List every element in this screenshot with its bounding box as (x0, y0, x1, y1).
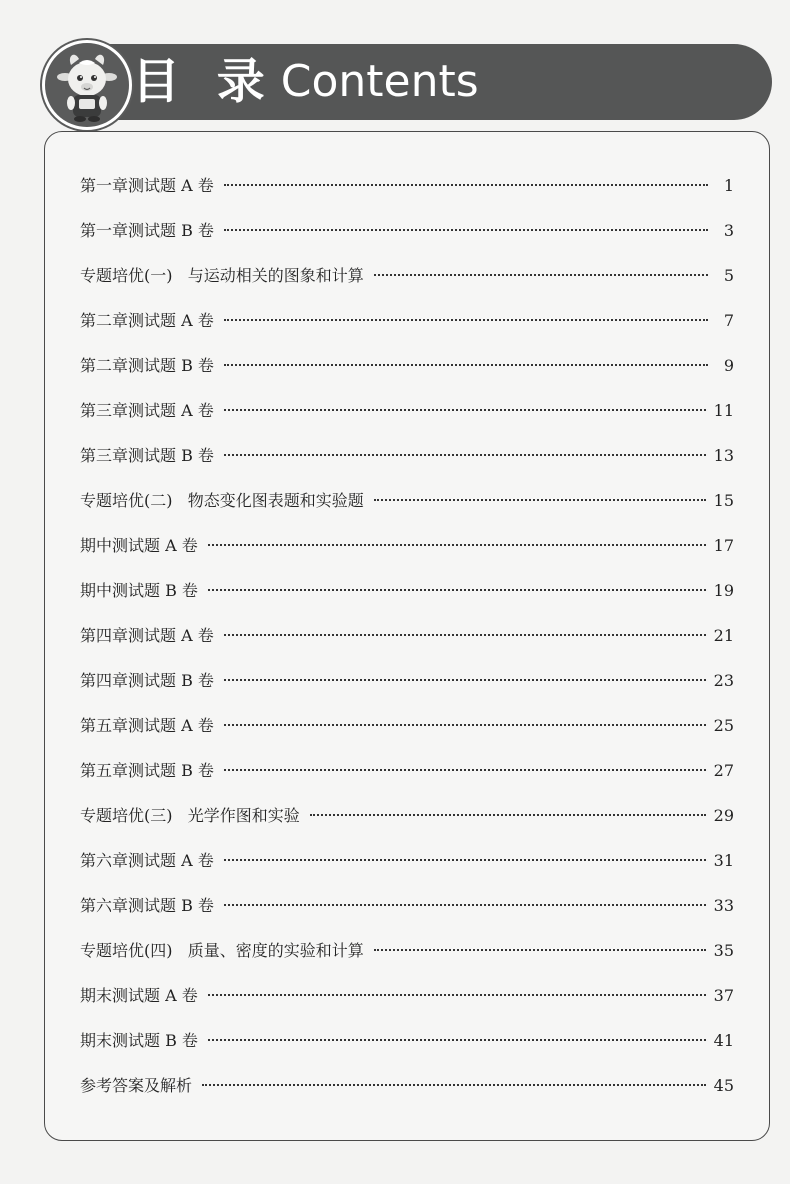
toc-entry[interactable] (80, 665, 734, 710)
toc-entry-page-number: 19 (713, 581, 734, 600)
toc-entry[interactable] (80, 845, 734, 890)
toc-entry[interactable] (80, 800, 734, 845)
toc-entry[interactable] (80, 980, 734, 1025)
toc-entry-title: 期末测试题 A 卷 (80, 986, 198, 1005)
toc-dot-leader (208, 1039, 706, 1041)
toc-dot-leader (224, 634, 706, 636)
toc-entry-page-number: 15 (713, 491, 734, 510)
toc-entry-page-number: 37 (713, 986, 734, 1005)
toc-entry-page-number: 13 (713, 446, 734, 465)
toc-entry-title: 第六章测试题 A 卷 (80, 851, 214, 870)
toc-dot-leader (208, 544, 706, 546)
toc-dot-leader (224, 364, 708, 366)
toc-entry[interactable] (80, 440, 734, 485)
toc-entry-title: 第三章测试题 A 卷 (80, 401, 214, 420)
toc-entry-title: 期末测试题 B 卷 (80, 1031, 198, 1050)
toc-entry[interactable] (80, 305, 734, 350)
page-title-chinese: 目 录 (132, 53, 275, 110)
toc-dot-leader (202, 1084, 706, 1086)
toc-dot-leader (374, 949, 706, 951)
toc-entry-page-number: 3 (723, 221, 734, 240)
toc-dot-leader (224, 724, 706, 726)
toc-dot-leader (208, 589, 706, 591)
toc-entry-title: 第一章测试题 A 卷 (80, 176, 214, 195)
toc-entry[interactable] (80, 485, 734, 530)
toc-list (80, 170, 734, 1115)
toc-entry[interactable] (80, 890, 734, 935)
toc-entry[interactable] (80, 935, 734, 980)
toc-entry-title: 专题培优(三) 光学作图和实验 (80, 806, 300, 825)
toc-dot-leader (374, 274, 708, 276)
toc-dot-leader (224, 229, 708, 231)
toc-entry-page-number: 35 (713, 941, 734, 960)
goat-mascot-icon (42, 40, 132, 130)
toc-entry-page-number: 25 (713, 716, 734, 735)
toc-entry[interactable] (80, 755, 734, 800)
toc-entry[interactable] (80, 350, 734, 395)
toc-entry[interactable] (80, 260, 734, 305)
toc-entry[interactable] (80, 575, 734, 620)
toc-entry[interactable] (80, 215, 734, 260)
toc-entry-title: 第三章测试题 B 卷 (80, 446, 214, 465)
toc-dot-leader (224, 859, 706, 861)
toc-entry-page-number: 31 (713, 851, 734, 870)
toc-entry-title: 参考答案及解析 (80, 1076, 193, 1095)
toc-entry-title: 第五章测试题 A 卷 (80, 716, 214, 735)
toc-entry[interactable] (80, 530, 734, 575)
toc-entry-title: 专题培优(二) 物态变化图表题和实验题 (80, 491, 364, 510)
toc-entry[interactable] (80, 395, 734, 440)
toc-entry[interactable] (80, 170, 734, 215)
toc-entry-title: 期中测试题 B 卷 (80, 581, 198, 600)
toc-entry-title: 第四章测试题 B 卷 (80, 671, 214, 690)
toc-entry-page-number: 7 (723, 311, 734, 330)
toc-entry-page-number: 27 (713, 761, 734, 780)
toc-dot-leader (224, 454, 706, 456)
toc-entry-page-number: 45 (713, 1076, 734, 1095)
toc-entry-title: 第二章测试题 B 卷 (80, 356, 214, 375)
toc-entry-page-number: 17 (713, 536, 734, 555)
toc-entry-page-number: 41 (713, 1031, 734, 1050)
toc-entry-page-number: 33 (713, 896, 734, 915)
toc-entry-page-number: 29 (713, 806, 734, 825)
toc-entry-title: 第五章测试题 B 卷 (80, 761, 214, 780)
toc-entry-title: 专题培优(一) 与运动相关的图象和计算 (80, 266, 364, 285)
toc-entry-page-number: 11 (713, 401, 734, 420)
toc-entry[interactable] (80, 710, 734, 755)
toc-entry-title: 第四章测试题 A 卷 (80, 626, 214, 645)
toc-entry-page-number: 21 (713, 626, 734, 645)
toc-entry-page-number: 1 (723, 176, 734, 195)
toc-entry-title: 专题培优(四) 质量、密度的实验和计算 (80, 941, 364, 960)
toc-entry-page-number: 9 (723, 356, 734, 375)
toc-dot-leader (224, 769, 706, 771)
toc-dot-leader (224, 904, 706, 906)
page-title-english: Contents (280, 55, 479, 107)
toc-dot-leader (310, 814, 706, 816)
toc-entry-title: 第二章测试题 A 卷 (80, 311, 214, 330)
toc-entry[interactable] (80, 1025, 734, 1070)
toc-dot-leader (208, 994, 706, 996)
toc-dot-leader (224, 184, 708, 186)
toc-entry-title: 第一章测试题 B 卷 (80, 221, 214, 240)
toc-entry-title: 第六章测试题 B 卷 (80, 896, 214, 915)
toc-entry-page-number: 5 (723, 266, 734, 285)
toc-entry[interactable] (80, 620, 734, 665)
toc-dot-leader (374, 499, 706, 501)
page-title (132, 50, 479, 112)
toc-dot-leader (224, 409, 706, 411)
toc-entry[interactable] (80, 1070, 734, 1115)
toc-entry-page-number: 23 (713, 671, 734, 690)
toc-dot-leader (224, 319, 708, 321)
toc-entry-title: 期中测试题 A 卷 (80, 536, 198, 555)
toc-dot-leader (224, 679, 706, 681)
